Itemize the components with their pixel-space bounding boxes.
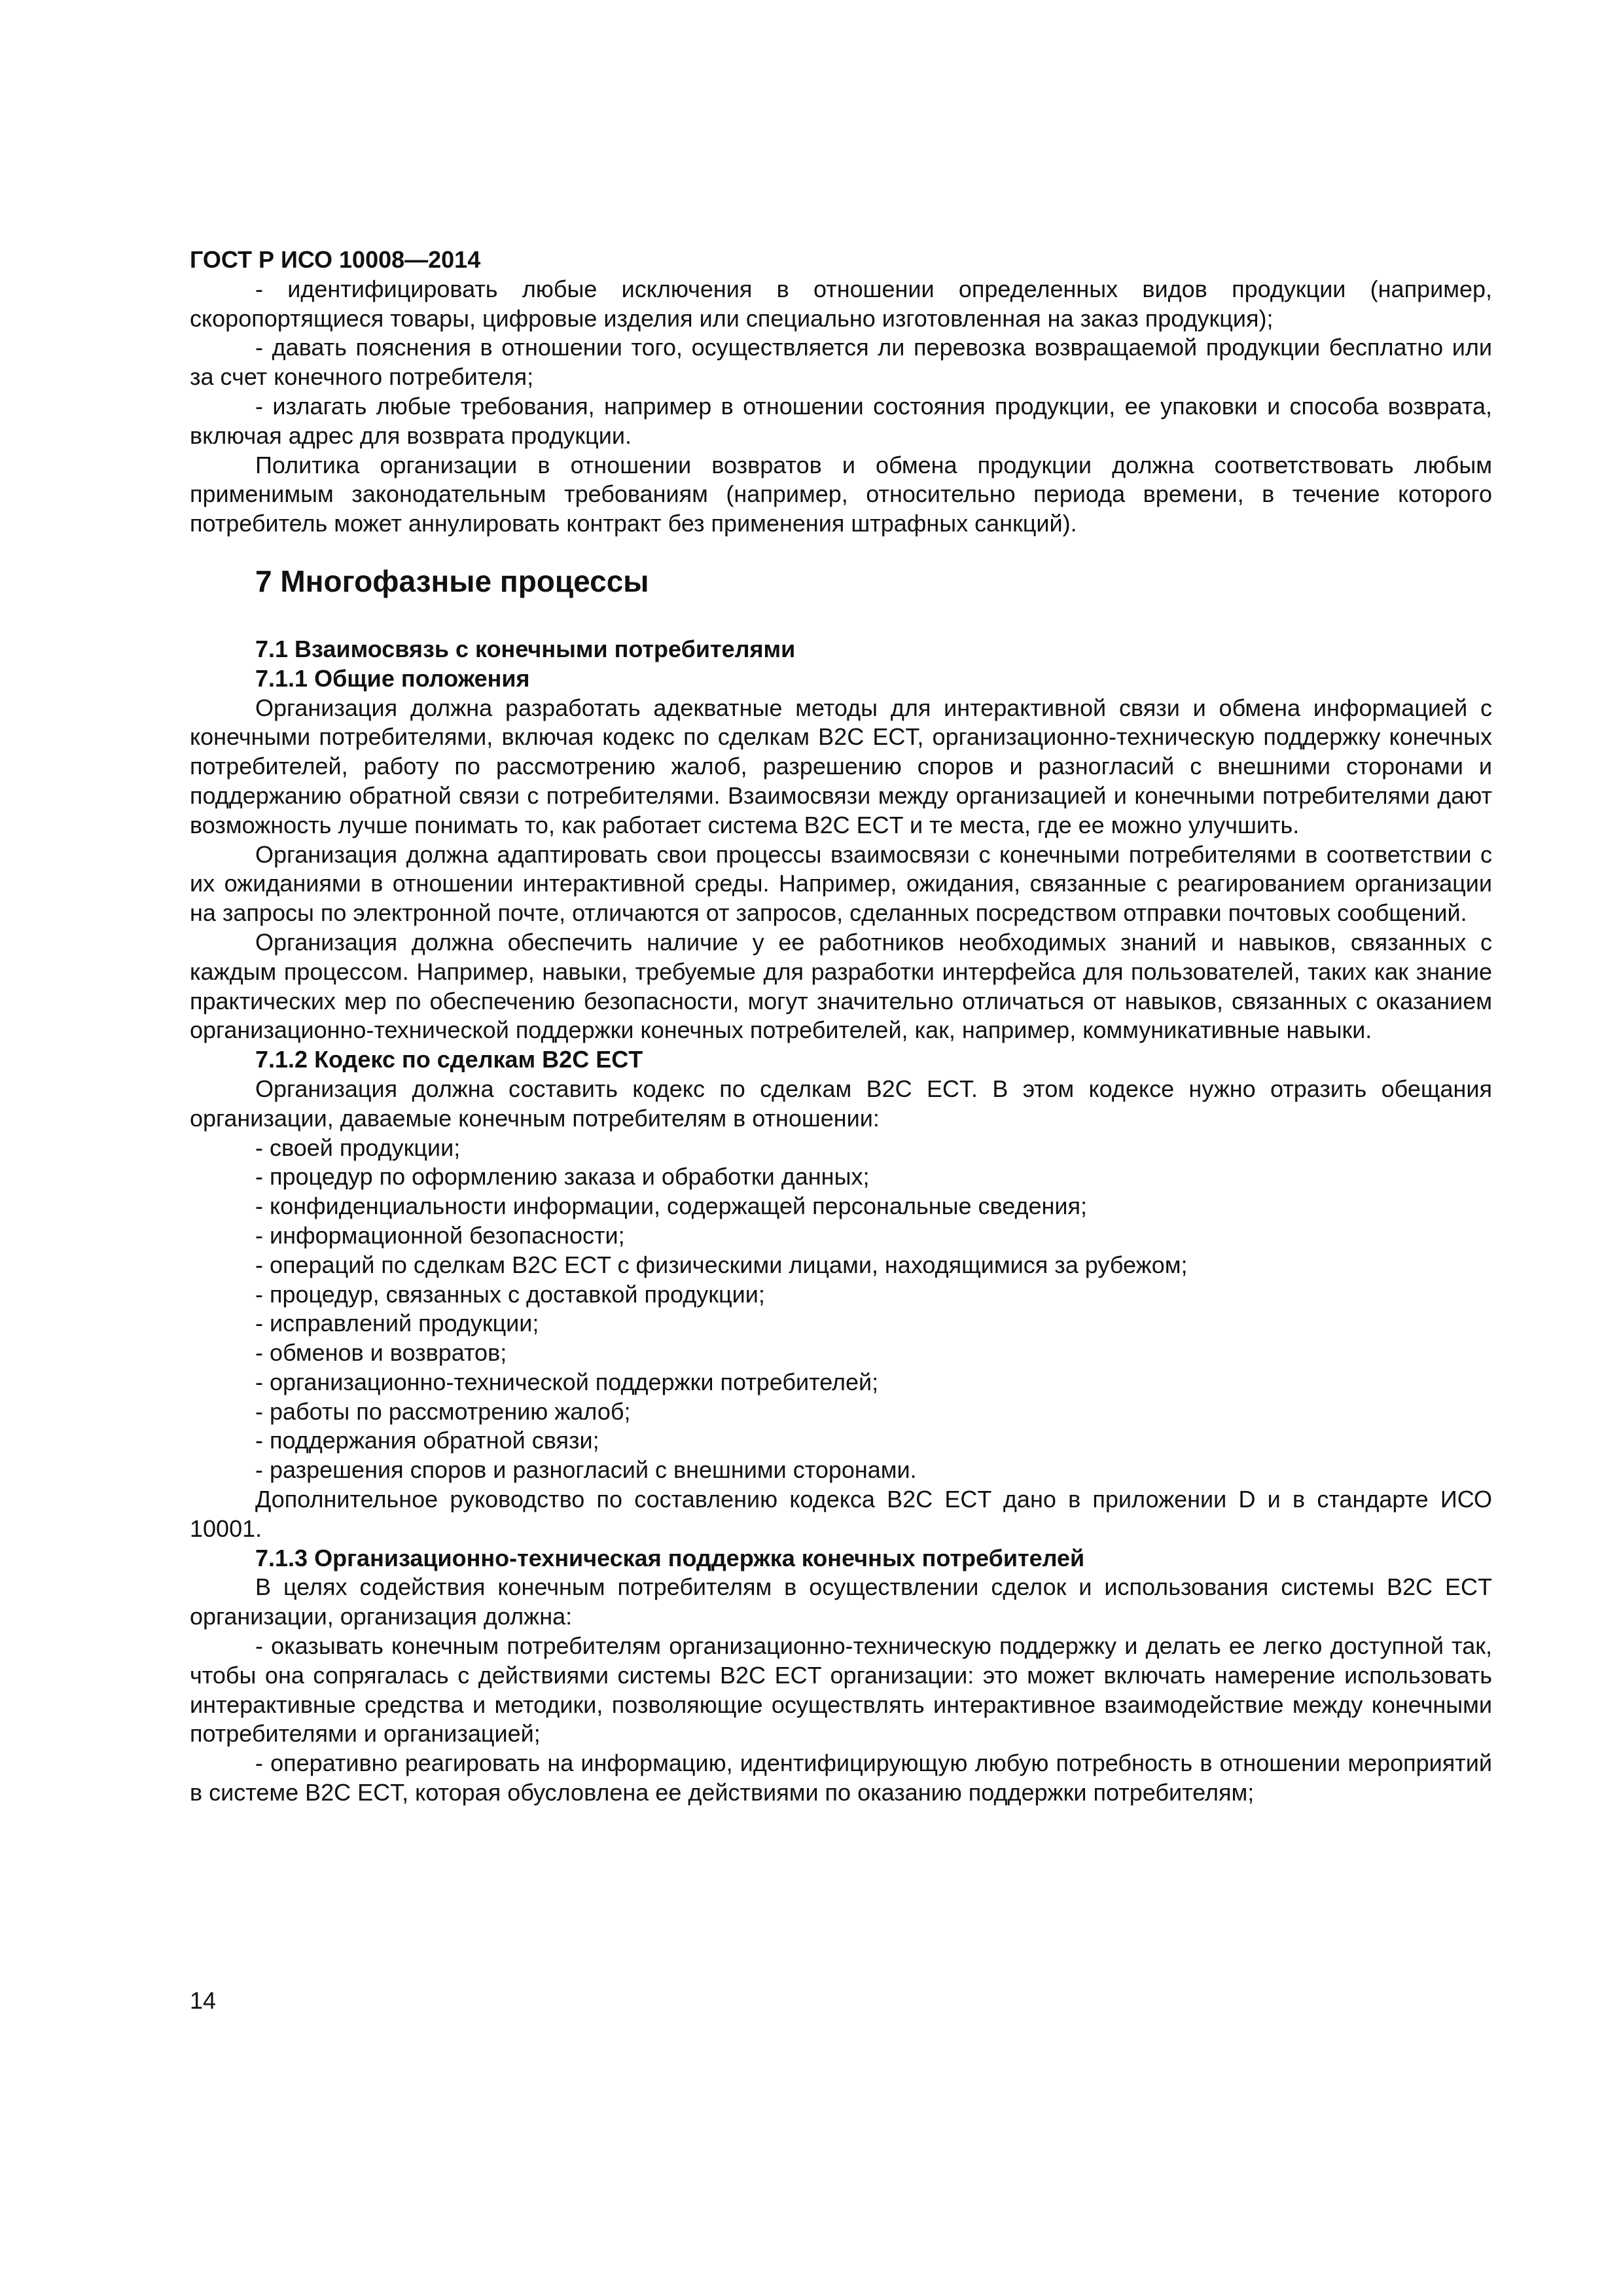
paragraph: - излагать любые требования, например в отношении состояния продукции, ее упаковки и способа возврата, включая адрес для возврата продукции.: [190, 392, 1492, 449]
document-page: [190, 245, 1492, 1808]
paragraph: Организация должна адаптировать свои процессы взаимосвязи с конечными потребителями в соответствии с их ожиданиями в отношении интерактивной среды. Например, ожидания, связанные с реагированием организации на запросы по электронной почте, отличаются от запросов, сделанных посредством отправки почтовых сообщений.: [190, 840, 1492, 927]
list-item: - исправлений продукции;: [255, 1310, 539, 1337]
list-item: - операций по сделкам B2C ECT с физическими лицами, находящимися за рубежом;: [255, 1251, 1188, 1278]
paragraph: - оперативно реагировать на информацию, идентифицирующую любую потребность в отношении мероприятий в системе B2C ECT, которая обусловлена ее действиями по оказанию поддержки потребителям;: [190, 1749, 1492, 1806]
paragraph: В целях содействия конечным потребителям в осуществлении сделок и использования системы B2C ECT организации, организация должна:: [190, 1573, 1492, 1630]
list-item: - процедур по оформлению заказа и обработки данных;: [255, 1163, 870, 1191]
paragraph: Организация должна обеспечить наличие у ее работников необходимых знаний и навыков, связанных с каждым процессом. Например, навыки, требуемые для разработки интерфейса для пользователей, таких как знание практических мер по обеспечению безопасности, могут значительно отличаться от навыков, связанных с оказанием организационно-технической поддержки конечных потребителей, как, например, коммуникативные навыки.: [190, 928, 1492, 1044]
list-item: - разрешения споров и разногласий с внешними сторонами.: [255, 1456, 917, 1484]
document-header: ГОСТ Р ИСО 10008—2014: [190, 246, 481, 273]
paragraph: Организация должна составить кодекс по сделкам B2C ECT. В этом кодексе нужно отразить обещания организации, даваемые конечным потребителям в отношении:: [190, 1075, 1492, 1132]
subsection-heading: 7.1.1 Общие положения: [255, 664, 530, 692]
list-item: - поддержания обратной связи;: [255, 1427, 599, 1454]
paragraph: - давать пояснения в отношении того, осуществляется ли перевозка возвращаемой продукции бесплатно или за счет конечного потребителя;: [190, 334, 1492, 391]
subsection-heading: 7.1.2 Кодекс по сделкам B2C ECT: [255, 1046, 643, 1073]
list-item: - процедур, связанных с доставкой продукции;: [255, 1280, 765, 1308]
list-item: - своей продукции;: [255, 1134, 461, 1161]
paragraph: Политика организации в отношении возвратов и обмена продукции должна соответствовать любым применимым законодательным требованиям (например, относительно периода времени, в течение которого потребитель может аннулировать контракт без применения штрафных санкций).: [190, 451, 1492, 537]
list-item: - работы по рассмотрению жалоб;: [255, 1397, 631, 1425]
paragraph: - оказывать конечным потребителям организационно-техническую поддержку и делать ее легко доступной так, чтобы она сопрягалась с действиями системы B2C ECT организации: это может включать намерение использовать интерактивные средства и методики, позволяющие осуществлять интерактивное взаимодействие между конечными потребителями и организацией;: [190, 1632, 1492, 1748]
paragraph: Организация должна разработать адекватные методы для интерактивной связи и обмена информацией с конечными потребителями, включая кодекс по сделкам B2C ECT, организационно-техническую поддержку конечных потребителей, работу по рассмотрению жалоб, разрешению споров и разногласий с внешними сторонами и поддержанию обратной связи с потребителями. Взаимосвязи между организацией и конечными потребителями дают возможность лучше понимать то, как работает система B2C ECT и те места, где ее можно улучшить.: [190, 694, 1492, 838]
subsection-heading: 7.1.3 Организационно-техническая поддержка конечных потребителей: [255, 1544, 1085, 1571]
section-title: 7 Многофазные процессы: [255, 564, 649, 598]
subsection-heading: 7.1 Взаимосвязь с конечными потребителями: [255, 635, 796, 662]
list-item: - конфиденциальности информации, содержащей персональные сведения;: [255, 1193, 1087, 1220]
list-item: - информационной безопасности;: [255, 1221, 625, 1249]
list-item: - обменов и возвратов;: [255, 1339, 507, 1367]
paragraph: - идентифицировать любые исключения в отношении определенных видов продукции (например, скоропортящиеся товары, цифровые изделия или специально изготовленная на заказ продукция);: [190, 275, 1492, 332]
list-item: - организационно-технической поддержки потребителей;: [255, 1368, 879, 1395]
page-number: 14: [190, 1987, 217, 2014]
paragraph: Дополнительное руководство по составлению кодекса B2C ECT дано в приложении D и в стандарте ИСО 10001.: [190, 1486, 1492, 1542]
